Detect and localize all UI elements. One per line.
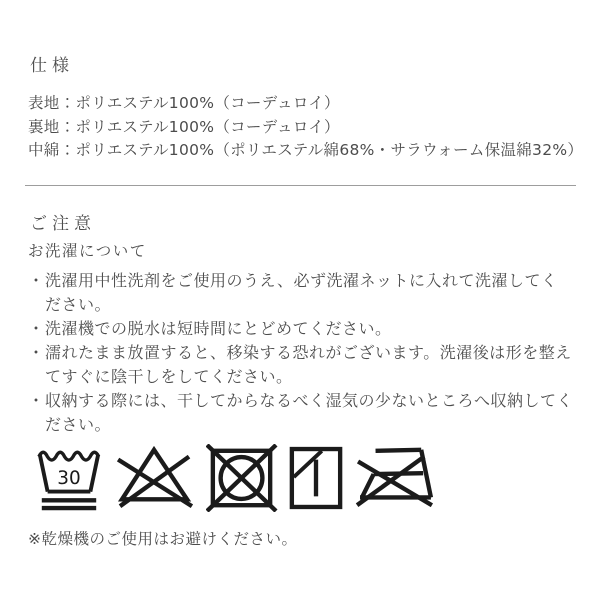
care-symbols-row xyxy=(34,444,573,512)
washing-note-text: 収納する際には、干してからなるべく湿気の少ないところへ収納してください。 xyxy=(45,390,574,434)
spec-heading: 仕様 xyxy=(30,56,74,76)
wash-temp-label: 30 xyxy=(57,467,81,489)
spec-lines xyxy=(28,92,584,163)
washing-note-item xyxy=(28,317,573,341)
washing-note-text: 濡れたまま放置すると、移染する恐れがございます。洗濯後は形を整えてすぐに陰干しをしてください。 xyxy=(45,342,572,386)
washing-notes-list xyxy=(28,269,573,437)
do-not-tumble-dry-icon xyxy=(206,444,278,512)
washing-note-item xyxy=(28,341,573,389)
washing-note-text: 洗濯用中性洗剤をご使用のうえ、必ず洗濯ネットに入れて洗濯してください。 xyxy=(45,270,558,314)
spec-line-outer-fabric: 表地：ポリエステル100%（コーデュロイ） xyxy=(28,94,340,112)
spec-section xyxy=(28,54,584,163)
bullet-marker: ・ xyxy=(28,318,45,338)
washing-note-item xyxy=(28,269,573,317)
do-not-bleach-icon xyxy=(114,444,196,512)
dryer-note: ※乾燥機のご使用はお避けください。 xyxy=(28,529,298,548)
washing-subheading: お洗濯について xyxy=(28,241,147,260)
do-not-iron-icon xyxy=(354,444,434,512)
section-divider xyxy=(25,185,576,186)
spec-line-lining-fabric: 裏地：ポリエステル100%（コーデュロイ） xyxy=(28,117,340,136)
washing-note-item xyxy=(28,389,573,437)
bullet-marker: ・ xyxy=(28,342,45,362)
caution-heading: ご注意 xyxy=(30,213,96,234)
bullet-marker: ・ xyxy=(28,390,45,410)
caution-section xyxy=(28,212,573,550)
washing-note-text: 洗濯機での脱水は短時間にとどめてください。 xyxy=(45,318,392,338)
spec-line-padding-fabric: 中綿：ポリエステル100%（ポリエステル綿68%・サラウォーム保温綿32%） xyxy=(28,141,584,159)
bullet-marker: ・ xyxy=(28,270,45,290)
wash-30-very-gentle-icon xyxy=(34,444,104,512)
line-dry-in-shade-icon xyxy=(288,444,344,512)
